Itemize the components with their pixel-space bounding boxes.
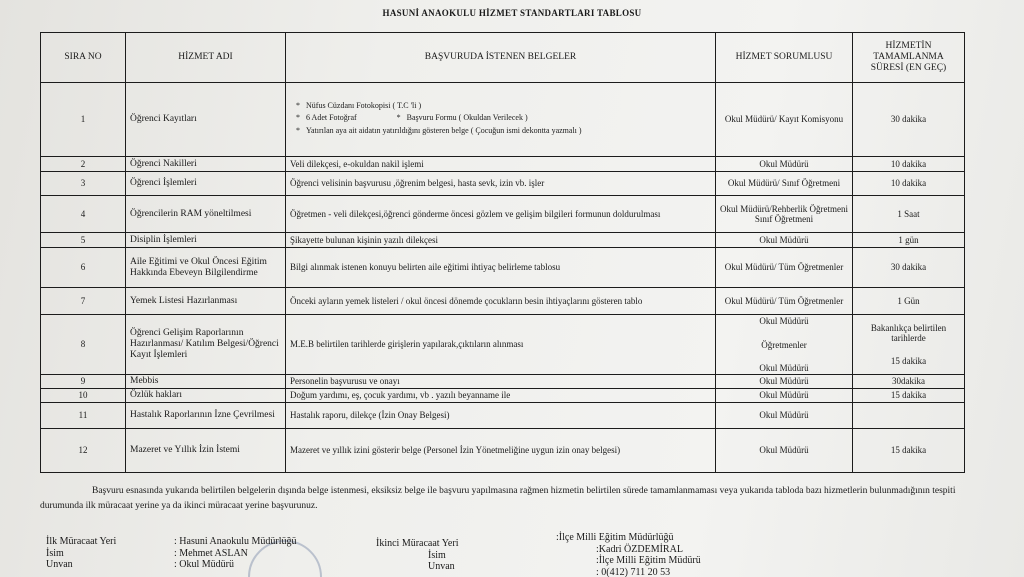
header-hizmet-adi: HİZMET ADI <box>126 33 286 83</box>
header-belgeler: BAŞVURUDA İSTENEN BELGELER <box>286 33 716 83</box>
service-name: Öğrenci Gelişim Raporlarının Hazırlanması/ Katılım Belgesi/Öğrenci Kayıt İşlemleri <box>126 315 286 375</box>
title-value: :İlçe Milli Eğitim Müdürü <box>596 555 701 566</box>
required-documents: Öğretmen - veli dilekçesi,öğrenci gönderme öncesi gözlem ve gelişim bilgileri formunun doldurulması <box>286 196 716 233</box>
responsible: Okul Müdürü <box>716 233 853 248</box>
row-number: 6 <box>41 248 126 288</box>
title-label: Unvan <box>428 561 455 572</box>
document-item: Yatırılan aya ait aidatın yatırıldığını gösteren belge ( Çocuğun ismi dekontta yazmalı ) <box>306 125 582 135</box>
row-number: 4 <box>41 196 126 233</box>
row-number: 2 <box>41 157 126 172</box>
required-documents: Öğrenci velisinin başvurusu ,öğrenim belgesi, hasta sevk, izin vb. işler <box>286 172 716 196</box>
third-contact-block <box>556 532 701 577</box>
table-row <box>41 233 965 248</box>
document-item: Nüfus Cüzdanı Fotokopisi ( T.C 'li ) <box>306 101 422 111</box>
phone-value: : 0(412) 711 20 53 <box>596 566 671 577</box>
responsible: Okul Müdürü/ Sınıf Öğretmeni <box>716 172 853 196</box>
footer-note: Başvuru esnasında yukarıda belirtilen belgelerin dışında belge istenmesi, eksiksiz belge ile başvuru yapılmasına rağmen hizmetin belirtilen sürede tamamlanmaması veya yukarıda tabloda bazı hizmetlerin bulunmadığının tespiti durumunda ilk müracaat yerine ya da ikinci müracaat yerine başvurunuz. <box>40 486 956 511</box>
service-name: Öğrenci İşlemleri <box>126 172 286 196</box>
required-documents: Doğum yardımı, eş, çocuk yardımı, vb . yazılı beyanname ile <box>286 389 716 403</box>
responsible: Okul Müdürü <box>716 157 853 172</box>
responsible: Okul Müdürü/ Kayıt Komisyonu <box>716 83 853 157</box>
duration: 1 Gün <box>853 288 965 315</box>
bullet: * <box>296 125 300 135</box>
required-documents: Hastalık raporu, dilekçe (İzin Onay Belgesi) <box>286 403 716 429</box>
responsible: Okul Müdürü/Rehberlik Öğretmeni Sınıf Öğretmeni <box>716 196 853 233</box>
duration: 15 dakika <box>853 389 965 403</box>
duration: 30dakika <box>853 375 965 389</box>
row-number: 3 <box>41 172 126 196</box>
required-documents: Şikayette bulunan kişinin yazılı dilekçesi <box>286 233 716 248</box>
row-number: 10 <box>41 389 126 403</box>
required-documents: Personelin başvurusu ve onayı <box>286 375 716 389</box>
duration: 30 dakika <box>853 83 965 157</box>
required-documents: Mazeret ve yıllık izini gösterir belge (Personel İzin Yönetmeliğine uygun izin onay belgesi) <box>286 429 716 473</box>
service-name: Hastalık Raporlarının İzne Çevrilmesi <box>126 403 286 429</box>
duration: 10 dakika <box>853 157 965 172</box>
required-documents <box>286 83 716 157</box>
header-sorumlu: HİZMET SORUMLUSU <box>716 33 853 83</box>
table-row <box>41 375 965 389</box>
duration: 1 Saat <box>853 196 965 233</box>
service-name: Öğrenci Nakilleri <box>126 157 286 172</box>
table-row <box>41 248 965 288</box>
responsible: Okul Müdürü/ Tüm Öğretmenler <box>716 248 853 288</box>
table-row <box>41 196 965 233</box>
required-documents: Bilgi alınmak istenen konuyu belirten aile eğitimi ihtiyaç belirleme tablosu <box>286 248 716 288</box>
title-value: : Okul Müdürü <box>174 559 234 570</box>
responsible-line: Öğretmenler <box>761 340 807 351</box>
service-name: Öğrencilerin RAM yöneltilmesi <box>126 196 286 233</box>
name-value: : Mehmet ASLAN <box>174 547 248 559</box>
duration-line: Bakanlıkça belirtilen tarihlerde <box>870 323 947 344</box>
responsible: Okul Müdürü <box>716 429 853 473</box>
row-number: 9 <box>41 375 126 389</box>
row-number: 8 <box>41 315 126 375</box>
service-name: Özlük hakları <box>126 389 286 403</box>
second-contact-block <box>376 538 458 573</box>
table-row <box>41 288 965 315</box>
duration: 1 gün <box>853 233 965 248</box>
document-item: 6 Adet Fotoğraf <box>306 113 357 123</box>
responsible: Okul Müdürü/ Tüm Öğretmenler <box>716 288 853 315</box>
header-sira-no: SIRA NO <box>41 33 126 83</box>
first-contact-label: İlk Müracaat Yeri <box>46 536 117 547</box>
document-item: Başvuru Formu ( Okuldan Verilecek ) <box>406 113 528 123</box>
required-documents: Veli dilekçesi, e-okuldan nakil işlemi <box>286 157 716 172</box>
service-name: Yemek Listesi Hazırlanması <box>126 288 286 315</box>
responsible-line: Okul Müdürü <box>759 316 809 326</box>
bullet: * <box>396 113 401 123</box>
duration-line: 15 dakika <box>890 355 927 366</box>
second-contact-label: İkinci Müracaat Yeri <box>376 538 459 549</box>
bullet: * <box>296 113 300 123</box>
required-documents: M.E.B belirtilen tarihlerde girişlerin yapılarak,çıktıların alınması <box>286 315 716 375</box>
duration <box>853 315 965 375</box>
row-number: 5 <box>41 233 126 248</box>
bullet: * <box>296 101 300 111</box>
service-name: Mazeret ve Yıllık İzin İstemi <box>126 429 286 473</box>
required-documents: Önceki ayların yemek listeleri / okul öncesi dönemde çocukların besin ihtiyaçlarını gösteren tablo <box>286 288 716 315</box>
table-row <box>41 403 965 429</box>
responsible-line: Okul Müdürü <box>759 362 809 373</box>
responsible <box>716 315 853 375</box>
title-label: Unvan <box>46 559 73 570</box>
table-header-row <box>41 33 965 83</box>
duration: 30 dakika <box>853 248 965 288</box>
row-number: 12 <box>41 429 126 473</box>
responsible: Okul Müdürü <box>716 403 853 429</box>
service-name: Mebbis <box>126 375 286 389</box>
row-number: 11 <box>41 403 126 429</box>
table-row <box>41 315 965 375</box>
service-standards-table <box>40 32 965 473</box>
first-contact-block <box>46 536 297 571</box>
table-row <box>41 157 965 172</box>
institution-value: :İlçe Milli Eğitim Müdürlüğü <box>556 532 674 543</box>
table-row <box>41 389 965 403</box>
table-row <box>41 83 965 157</box>
first-contact-value: : Hasuni Anaokulu Müdürlüğü <box>174 536 297 547</box>
table-row <box>41 172 965 196</box>
name-label: İsim <box>46 547 64 559</box>
service-name: Disiplin İşlemleri <box>126 233 286 248</box>
table-row <box>41 429 965 473</box>
service-name: Aile Eğitimi ve Okul Öncesi Eğitim Hakkında Ebeveyn Bilgilendirme <box>126 248 286 288</box>
document-title: HASUNİ ANAOKULU HİZMET STANDARTLARI TABLOSU <box>382 8 642 18</box>
row-number: 7 <box>41 288 126 315</box>
duration <box>853 403 965 429</box>
header-sure: HİZMETİN TAMAMLANMA SÜRESİ (EN GEÇ) <box>853 33 965 83</box>
duration: 15 dakika <box>853 429 965 473</box>
responsible: Okul Müdürü <box>716 375 853 389</box>
duration: 10 dakika <box>853 172 965 196</box>
name-label: İsim <box>428 549 446 561</box>
name-value: :Kadri ÖZDEMİRAL <box>596 543 683 555</box>
row-number: 1 <box>41 83 126 157</box>
responsible: Okul Müdürü <box>716 389 853 403</box>
service-name: Öğrenci Kayıtları <box>126 83 286 157</box>
